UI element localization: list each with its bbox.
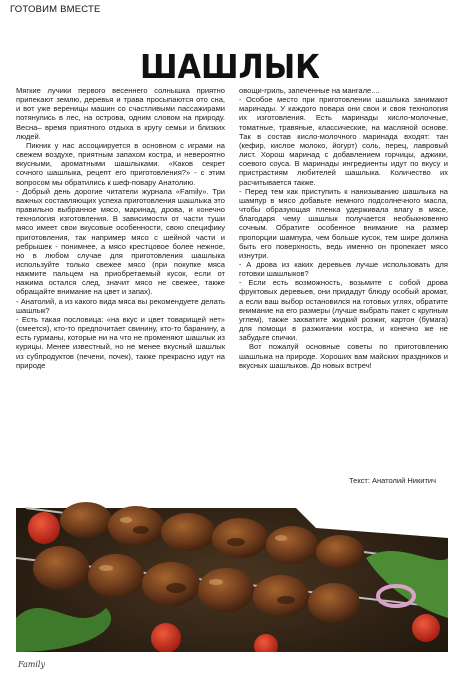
paragraph: - Есть такая пословица: «на вкус и цвет товарищей нет» (смеется), кто-то предпочитает свинину, кто-то баранину, а есть гурманы, которые ни на что не променяют шашлык из курицы. Менее известный, но не менее вкусный шашлык из субпродуктов (печени, почек), также прекрасно идут на природе bbox=[16, 314, 225, 370]
paragraph: Мягкие лучики первого весеннего солнышка приятно припекают землю, деревья и трава просыпаются ото сна, и вот уже вереницы машин со счастливыми пассажирами потянулись в лес, на острова, одним словом на природу. Весна– время приятного отдыха в кругу семьи и близких людей. bbox=[16, 86, 225, 141]
paragraph: - Анатолий, а из какого вида мяса вы рекомендуете делать шашлык? bbox=[16, 296, 225, 315]
shashlik-illustration bbox=[16, 468, 448, 652]
paragraph: - А дрова из каких деревьев лучше использовать для готовки шашлыков? bbox=[239, 259, 448, 279]
section-label: ГОТОВИМ ВМЕСТЕ bbox=[10, 4, 101, 15]
paragraph: - Если есть возможность, возьмите с собой дрова фруктовых деревьев, они придадут блюду особый аромат, а если ваш выбор остановился на готовых углях, обратите внимание на его размеры (лучше выбрать пакет с крупным углем), также захватите жидкий розжиг, картон (бумага) для помощи в разжигании костра, и конечно же не забудьте спички. bbox=[239, 278, 448, 343]
magazine-logo: Family bbox=[18, 660, 45, 669]
paragraph: - Перед тем как приступить к нанизыванию шашлыка на шампур в мясо добавьте немного подсолнечного масла, чтобы образующая пленка удерживала влагу в мясе, благодаря чему шашлык получается необыкновенно сочным. Обратите особенное внимание на размер пропорции шампура, чем больше кусок, тем шире должна быть его поверхность, ведь именно он пропекает мясо изнутри. bbox=[239, 186, 448, 260]
article-title: ШАШЛЫК bbox=[139, 47, 321, 86]
paragraph: Вот пожалуй основные советы по приготовлению шашлыка на природе. Хороших вам майских праздников и вкусных шашлыков. До новых встреч! bbox=[239, 342, 448, 370]
paragraph: - Добрый день дорогие читатели журнала «Family». Три важных составляющих успеха приготовления шашлыка это правильно выбранное мясо, маринад, дрова, и конечно технология изготовления. В зависимости от части туши мясо имеет свои вкусовые особенности, свою специфику приготовления, так например мясо с шейной части и ребрышек - понимнее, а мясо крестцовое более нежное, но в любом случае для приготовления шашлыка используйте только свежее мясо (при покупке мяса нажмите пальцем на приобретаемый кусок, если от нажима остался след, значит мясо не свежее, также обращайте внимание на цвет и запах). bbox=[16, 186, 225, 297]
paragraph: - Особое место при приготовлении шашлыка занимают маринады. У каждого повара они свои и своя технология их изготовления. Есть маринады кисло-молочные, томатные, травяные, классические, на масляной основе. Так в состав кисло-молочного маринада входят: тан (кефир, кислое молоко, йогурт) соль, перец, лавровый лист. Хорош маринад с добавлением горчицы, аджики, соевого соуса. В маринады ингредиенты идут по вкусу и пристрастиям любителей шашлыка. Количество их расчитывается также. bbox=[239, 95, 448, 187]
photo-credit: Текст: Анатолий Никитич bbox=[348, 476, 436, 485]
paragraph: Пикник у нас ассоциируется в основном с играми на свежем воздухе, приятным запахом костра, и невероятно вкусными, ароматными шашлыками. «Каков секрет сочного шашлыка, рецепт его приготовления?» - с этим вопросом мы обратились к шеф-повару Анатолию. bbox=[16, 140, 225, 187]
paragraph: овощи-гриль, запеченные на мангале.... bbox=[239, 86, 380, 95]
left-column bbox=[16, 86, 225, 468]
right-column bbox=[239, 86, 448, 468]
shashlik-photo bbox=[16, 468, 448, 652]
article-body bbox=[16, 86, 448, 468]
